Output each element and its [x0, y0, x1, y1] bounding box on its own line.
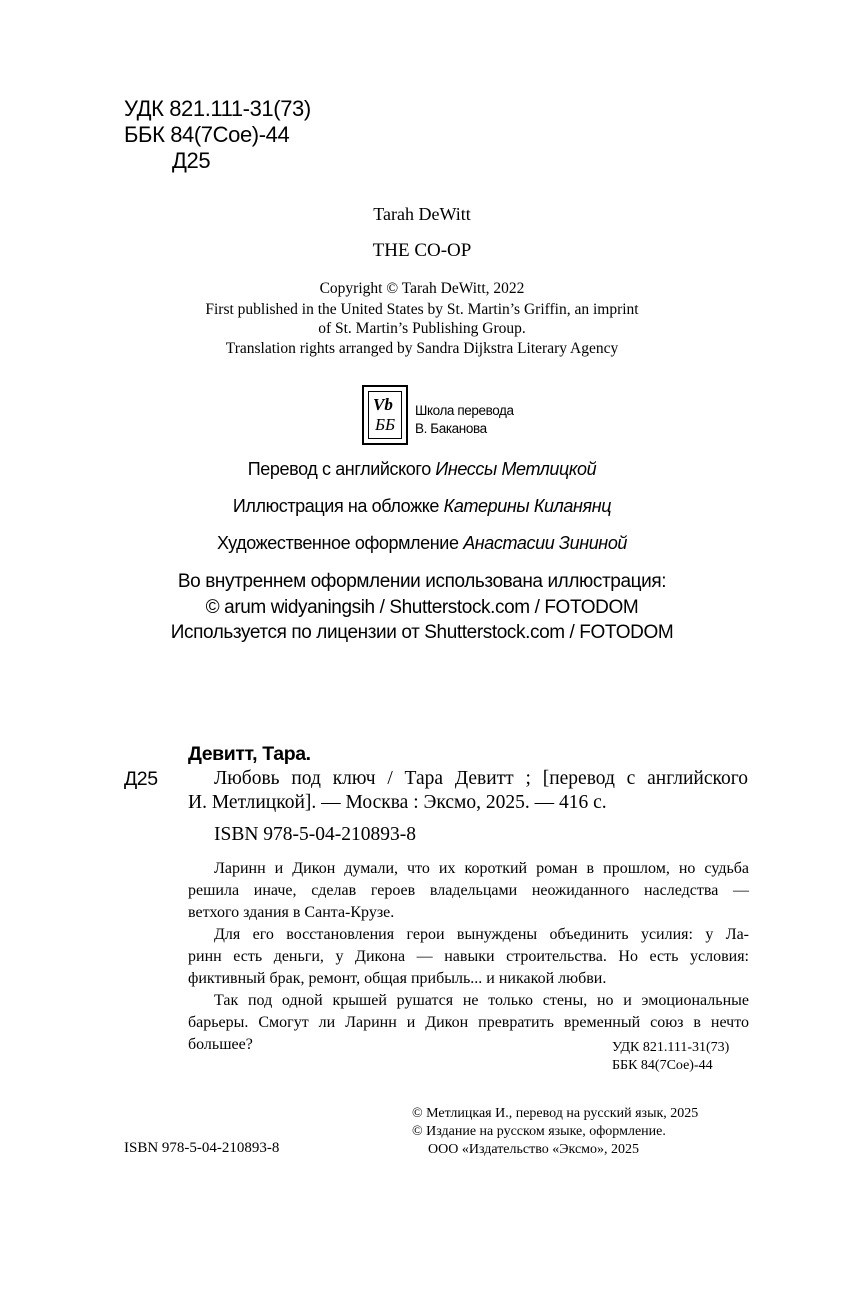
copyright-line: Translation rights arranged by Sandra Dijkstra Literary Agency — [225, 340, 619, 357]
logo-monogram-top: Vb — [373, 395, 393, 414]
catalog-entry-line: И. Метлицкой]. — Москва : Эксмо, 2025. — 416 с. — [188, 792, 607, 813]
udk-code: УДК 821.111-31(73) — [124, 96, 311, 121]
copyright-line: Copyright © Tarah DeWitt, 2022 — [319, 280, 525, 297]
catalog-mark: Д25 — [124, 768, 158, 790]
designer-name: Анастасии Зининой — [463, 533, 628, 553]
notice-line: Используется по лицензии от Shutterstock.com / FOTODOM — [170, 622, 674, 643]
translation-label: Перевод с английского — [247, 459, 431, 479]
footer-isbn: ISBN 978-5-04-210893-8 — [124, 1140, 280, 1156]
catalog-entry-line: Любовь под ключ / Тара Девитт ; [перевод с английского — [214, 768, 748, 789]
annotation-line: ветхого здания в Санта-Крузе. — [188, 904, 395, 921]
author-mark: Д25 — [172, 148, 211, 173]
logo-text-line: В. Баканова — [415, 421, 487, 436]
translation-school-logo — [362, 385, 408, 445]
rights-line: © Издание на русском языке, оформление. — [412, 1124, 666, 1139]
annotation-line: большее? — [188, 1036, 253, 1053]
copyright-line: of St. Martin’s Publishing Group. — [318, 320, 526, 337]
logo-text-line: Школа перевода — [415, 403, 514, 418]
catalog-bbk: ББК 84(7Сое)-44 — [612, 1058, 713, 1073]
catalog-isbn: ISBN 978-5-04-210893-8 — [214, 824, 417, 845]
illustration-credit — [0, 496, 844, 517]
annotation-line: Так под одной крышей рушатся не только стены, но и эмоциональные — [214, 992, 749, 1009]
illustration-label: Иллюстрация на обложке — [232, 496, 440, 516]
illustrator-name: Катерины Киланянц — [443, 496, 612, 516]
annotation-line: Ларинн и Дикон думали, что их короткий роман в прошлом, но судьба — [214, 860, 749, 877]
annotation-line: ринн есть деньги, у Дикона — навыки строительства. Но есть условия: — [188, 948, 749, 965]
copyright-line: First published in the United States by St. Martin’s Griffin, an imprint — [205, 301, 639, 318]
original-author: Tarah DeWitt — [373, 204, 471, 224]
annotation-line: барьеры. Смогут ли Ларинн и Дикон превратить временный союз в нечто — [188, 1014, 749, 1031]
translator-name: Инессы Метлицкой — [435, 459, 597, 479]
original-title: THE CO-OP — [372, 240, 472, 261]
notice-line: Во внутреннем оформлении использована иллюстрация: — [177, 571, 667, 592]
design-credit — [0, 533, 844, 554]
annotation-line: решила иначе, сделав героев владельцами неожиданного наследства — — [188, 882, 749, 899]
logo-monogram-bottom: ББ — [375, 415, 396, 434]
rights-line: ООО «Издательство «Эксмо», 2025 — [428, 1142, 640, 1157]
catalog-heading: Девитт, Тара. — [188, 743, 311, 765]
bbk-code: ББК 84(7Сое)-44 — [124, 122, 290, 147]
annotation-line: фиктивный брак, ремонт, общая прибыль... и никакой любви. — [188, 970, 607, 987]
catalog-udk: УДК 821.111-31(73) — [612, 1040, 730, 1055]
rights-line: © Метлицкая И., перевод на русский язык, 2025 — [412, 1106, 699, 1121]
translation-credit — [0, 459, 844, 480]
design-label: Художественное оформление — [216, 533, 459, 553]
annotation-line: Для его восстановления герои вынуждены объединить усилия: у Ла- — [214, 926, 749, 943]
notice-line: © arum widyaningsih / Shutterstock.com / FOTODOM — [205, 597, 639, 618]
